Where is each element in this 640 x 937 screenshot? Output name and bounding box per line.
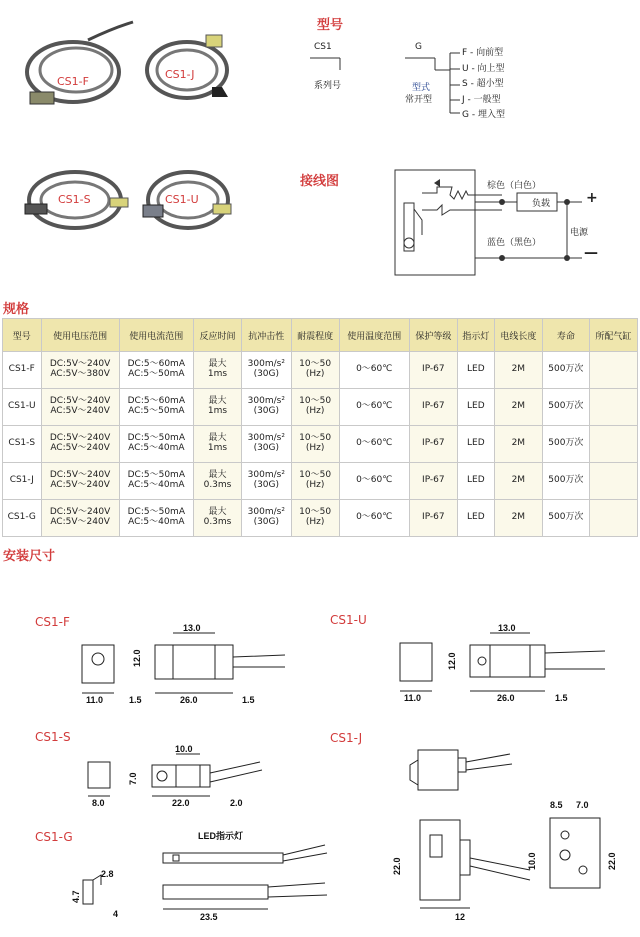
power-label: 电源 — [570, 228, 589, 238]
spec-cell-protection: IP-67 — [409, 352, 457, 389]
dim-value: 1.5 — [242, 695, 255, 705]
spec-cell-shock: 300m/s² (30G) — [242, 426, 292, 463]
spec-cell-protection: IP-67 — [409, 426, 457, 463]
dim-label-cs1-f: CS1-F — [35, 615, 70, 629]
specs-header-row — [3, 319, 638, 352]
spec-cell-life: 500万次 — [542, 389, 589, 426]
spec-cell-response: 最大 1ms — [193, 426, 241, 463]
dim-value: 1.5 — [129, 695, 142, 705]
load-label: 负载 — [532, 199, 551, 209]
spec-cell-length: 2M — [494, 463, 542, 500]
model-option: F - 向前型 — [462, 48, 504, 58]
dim-value: 26.0 — [497, 693, 515, 703]
spec-cell-life: 500万次 — [542, 352, 589, 389]
spec-cell-temp: 0～60℃ — [339, 500, 409, 537]
specs-header-cell: 保护等级 — [409, 319, 457, 352]
dim-value: 11.0 — [86, 695, 104, 705]
product-label-cs1-j: CS1-J — [165, 68, 195, 81]
specs-header-cell: 使用电流范围 — [119, 319, 193, 352]
spec-cell-vibration: 10～50 (Hz) — [291, 500, 339, 537]
wire-blue-label: 蓝色（黑色） — [487, 238, 542, 248]
dim-value: 8.5 — [550, 800, 563, 810]
spec-cell-life: 500万次 — [542, 500, 589, 537]
wire-brown-label: 棕色（白色） — [487, 181, 542, 191]
product-photo-cs1-f — [18, 20, 138, 115]
spec-cell-current: DC:5～60mA AC:5～50mA — [119, 389, 193, 426]
spec-cell-shock: 300m/s² (30G) — [242, 352, 292, 389]
model-title: 型号 — [317, 18, 344, 33]
spec-cell-current: DC:5～50mA AC:5～40mA — [119, 426, 193, 463]
spec-cell-length: 2M — [494, 352, 542, 389]
spec-cell-protection: IP-67 — [409, 389, 457, 426]
spec-cell-led: LED — [457, 500, 494, 537]
spec-cell-cylinder — [589, 426, 637, 463]
spec-cell-voltage: DC:5V～240V AC:5V～240V — [41, 389, 119, 426]
dim-value: 23.5 — [200, 912, 218, 922]
specs-header-cell: 抗冲击性 — [242, 319, 292, 352]
model-suffix: G — [415, 42, 422, 52]
specs-header-cell: 使用电压范围 — [41, 319, 119, 352]
dim-value: 4.7 — [71, 890, 81, 903]
dim-drawing-cs1-g — [65, 825, 345, 925]
dim-value: 13.0 — [183, 623, 201, 633]
spec-cell-length: 2M — [494, 389, 542, 426]
spec-cell-protection: IP-67 — [409, 463, 457, 500]
dim-value: 1.5 — [555, 693, 568, 703]
spec-cell-vibration: 10～50 (Hz) — [291, 352, 339, 389]
specs-header-cell: 寿命 — [542, 319, 589, 352]
spec-cell-model: CS1-G — [3, 500, 42, 537]
product-label-cs1-f: CS1-F — [57, 75, 89, 88]
install-title: 安装尺寸 — [3, 549, 56, 564]
dim-label-cs1-g: CS1-G — [35, 830, 73, 844]
dim-value: 7.0 — [576, 800, 589, 810]
dim-value: 10.0 — [527, 852, 537, 870]
specs-table — [2, 318, 638, 537]
dim-label-cs1-u: CS1-U — [330, 613, 367, 627]
specs-body — [3, 352, 638, 537]
spec-cell-current: DC:5～50mA AC:5～40mA — [119, 500, 193, 537]
dim-label-cs1-j: CS1-J — [330, 731, 363, 745]
specs-header-cell: 电线长度 — [494, 319, 542, 352]
spec-cell-temp: 0～60℃ — [339, 426, 409, 463]
spec-cell-model: CS1-S — [3, 426, 42, 463]
dim-value: 8.0 — [92, 798, 105, 808]
dim-value: 12.0 — [447, 652, 457, 670]
spec-cell-vibration: 10～50 (Hz) — [291, 463, 339, 500]
spec-cell-cylinder — [589, 463, 637, 500]
spec-cell-response: 最大 1ms — [193, 352, 241, 389]
spec-cell-current: DC:5～60mA AC:5～50mA — [119, 352, 193, 389]
model-option: U - 向上型 — [462, 63, 505, 74]
table-row — [3, 352, 638, 389]
dim-label-cs1-s: CS1-S — [35, 730, 71, 744]
spec-cell-vibration: 10～50 (Hz) — [291, 389, 339, 426]
product-label-cs1-u: CS1-U — [165, 193, 199, 206]
dim-value: 12 — [455, 912, 466, 922]
dim-value: 22.0 — [607, 852, 617, 870]
dim-value: 11.0 — [404, 693, 422, 703]
dim-value: 22.0 — [172, 798, 190, 808]
spec-cell-voltage: DC:5V～240V AC:5V～240V — [41, 500, 119, 537]
dim-drawing-cs1-s — [80, 740, 300, 810]
spec-cell-model: CS1-F — [3, 352, 42, 389]
spec-cell-model: CS1-U — [3, 389, 42, 426]
specs-header-cell: 型号 — [3, 319, 42, 352]
model-option: G - 埋入型 — [462, 110, 505, 120]
led-indicator-label: LED指示灯 — [198, 831, 244, 841]
spec-cell-life: 500万次 — [542, 463, 589, 500]
default-type-label: 常开型 — [405, 95, 433, 105]
specs-header-cell: 所配气缸 — [589, 319, 637, 352]
spec-cell-voltage: DC:5V～240V AC:5V～240V — [41, 426, 119, 463]
dim-value: 12.0 — [132, 649, 142, 667]
spec-cell-response: 最大 0.3ms — [193, 500, 241, 537]
dim-drawing-cs1-u — [390, 615, 635, 705]
spec-cell-cylinder — [589, 500, 637, 537]
specs-header-cell: 使用温度范围 — [339, 319, 409, 352]
table-row — [3, 426, 638, 463]
dim-drawing-cs1-f — [70, 615, 320, 705]
spec-cell-protection: IP-67 — [409, 500, 457, 537]
minus-sign: — — [584, 245, 598, 261]
model-code-brackets — [300, 48, 470, 118]
dim-value: 2.8 — [101, 869, 114, 879]
spec-cell-voltage: DC:5V～240V AC:5V～380V — [41, 352, 119, 389]
spec-cell-temp: 0～60℃ — [339, 352, 409, 389]
model-option: J - 一般型 — [462, 94, 501, 105]
table-row — [3, 500, 638, 537]
model-code: CS1 — [314, 42, 332, 52]
product-label-cs1-s: CS1-S — [58, 193, 91, 206]
dim-drawing-cs1-j — [390, 740, 635, 935]
specs-title: 规格 — [3, 302, 30, 317]
dim-value: 4 — [113, 909, 119, 919]
model-options — [462, 46, 505, 124]
dim-value: 26.0 — [180, 695, 198, 705]
spec-cell-response: 最大 0.3ms — [193, 463, 241, 500]
spec-cell-current: DC:5～50mA AC:5～40mA — [119, 463, 193, 500]
spec-cell-cylinder — [589, 389, 637, 426]
spec-cell-led: LED — [457, 426, 494, 463]
model-option: S - 超小型 — [462, 79, 504, 89]
table-row — [3, 389, 638, 426]
spec-cell-led: LED — [457, 352, 494, 389]
dim-value: 22.0 — [392, 857, 402, 875]
spec-cell-shock: 300m/s² (30G) — [242, 463, 292, 500]
specs-header-cell: 反应时间 — [193, 319, 241, 352]
wiring-title: 接线图 — [300, 174, 340, 189]
dim-value: 13.0 — [498, 623, 516, 633]
spec-cell-vibration: 10～50 (Hz) — [291, 426, 339, 463]
spec-cell-led: LED — [457, 389, 494, 426]
dim-value: 10.0 — [175, 744, 193, 754]
specs-header-cell: 指示灯 — [457, 319, 494, 352]
spec-cell-led: LED — [457, 463, 494, 500]
spec-cell-life: 500万次 — [542, 426, 589, 463]
spec-cell-temp: 0～60℃ — [339, 389, 409, 426]
spec-cell-temp: 0～60℃ — [339, 463, 409, 500]
specs-header-cell: 耐震程度 — [291, 319, 339, 352]
type-label: 型式 — [412, 83, 431, 93]
plus-sign: + — [586, 190, 598, 206]
spec-cell-shock: 300m/s² (30G) — [242, 500, 292, 537]
dim-value: 2.0 — [230, 798, 243, 808]
spec-cell-model: CS1-J — [3, 463, 42, 500]
spec-cell-voltage: DC:5V～240V AC:5V～240V — [41, 463, 119, 500]
spec-cell-length: 2M — [494, 426, 542, 463]
spec-cell-response: 最大 1ms — [193, 389, 241, 426]
dim-value: 7.0 — [128, 772, 138, 785]
table-row — [3, 463, 638, 500]
spec-cell-shock: 300m/s² (30G) — [242, 389, 292, 426]
spec-cell-cylinder — [589, 352, 637, 389]
spec-cell-length: 2M — [494, 500, 542, 537]
series-label: 系列号 — [314, 81, 342, 91]
